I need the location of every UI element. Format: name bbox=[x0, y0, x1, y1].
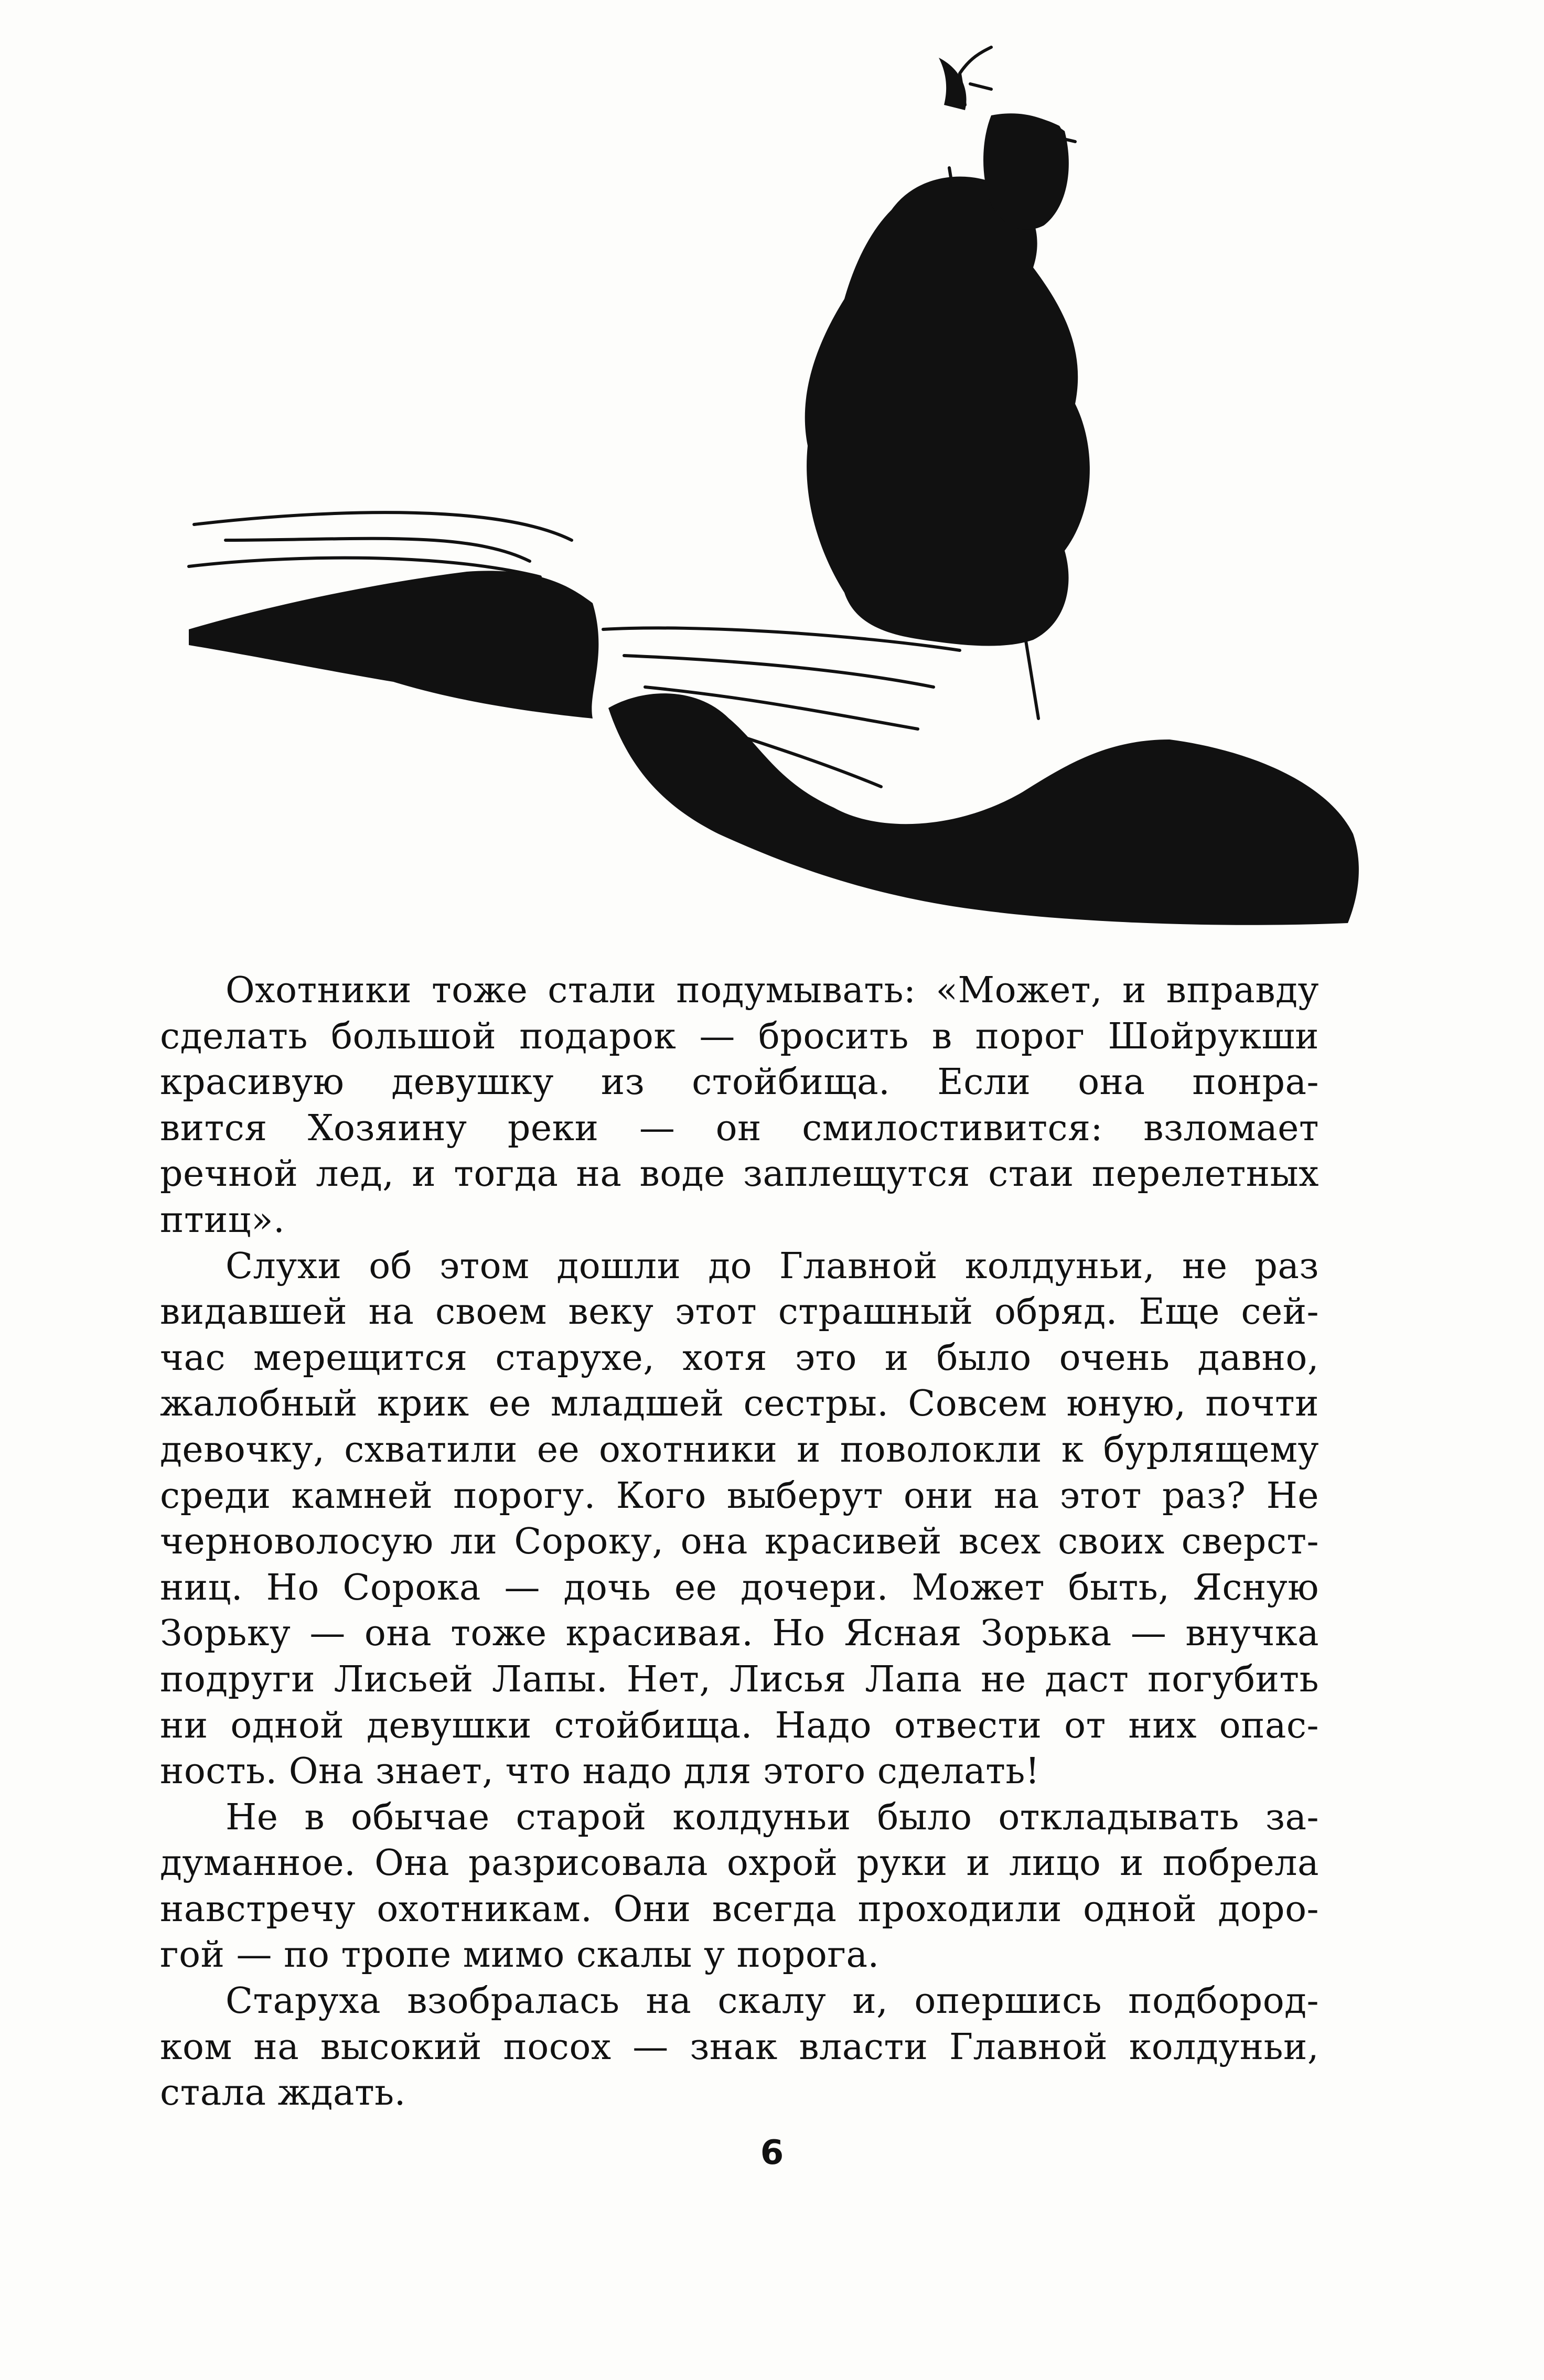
text-line: жалобный крик ее младшей сестры. Совсем юную, почти bbox=[160, 1383, 1319, 1425]
text-line: Слухи об этом дошли до Главной колдуньи, не раз bbox=[226, 1245, 1319, 1287]
text-line: ность. Она знает, что надо для этого сделать! bbox=[160, 1751, 1040, 1793]
text-line: черноволосую ли Сороку, она красивей всех своих сверст- bbox=[160, 1521, 1319, 1563]
paragraph bbox=[160, 1795, 1319, 1978]
text-line: Зорьку — она тоже красивая. Но Ясная Зорька — внучка bbox=[160, 1613, 1319, 1655]
text-line: сделать большой подарок — бросить в порог Шойрукши bbox=[160, 1015, 1319, 1057]
witch-on-rock-illustration bbox=[173, 37, 1369, 928]
text-line: красивую девушку из стойбища. Если она понра- bbox=[160, 1062, 1319, 1103]
text-line: вится Хозяину реки — он смилостивится: взломает bbox=[160, 1107, 1319, 1149]
paragraph bbox=[160, 968, 1319, 1243]
text-line: Не в обычае старой колдуньи было откладывать за- bbox=[226, 1796, 1319, 1838]
text-line: ни одной девушки стойбища. Надо отвести от них опас- bbox=[160, 1704, 1319, 1746]
text-line: стала ждать. bbox=[160, 2072, 406, 2114]
text-line: час мерещится старухе, хотя это и было очень давно, bbox=[160, 1337, 1319, 1379]
text-line: видавшей на своем веку этот страшный обряд. Еще сей- bbox=[160, 1291, 1319, 1333]
text-line: думанное. Она разрисовала охрой руки и лицо и побрела bbox=[160, 1842, 1319, 1884]
text-line: Старуха взобралась на скалу и, опершись подбород- bbox=[226, 1980, 1319, 2022]
text-line: девочку, схватили ее охотники и поволокли к бурлящему bbox=[160, 1429, 1319, 1471]
text-line: среди камней порогу. Кого выберут они на этот раз? Не bbox=[160, 1475, 1319, 1517]
page-number: 6 bbox=[760, 2134, 784, 2172]
text-line: ком на высокий посох — знак власти Главной колдуньи, bbox=[160, 2026, 1319, 2068]
text-line: навстречу охотникам. Они всегда проходили одной доро- bbox=[160, 1888, 1319, 1930]
paragraph bbox=[160, 1978, 1319, 2116]
text-line: ниц. Но Сорока — дочь ее дочери. Может быть, Ясную bbox=[160, 1567, 1319, 1609]
body-text bbox=[160, 968, 1319, 2116]
paragraph bbox=[160, 1243, 1319, 1795]
text-line: речной лед, и тогда на воде заплещутся стаи перелетных bbox=[160, 1153, 1319, 1195]
text-line: птиц». bbox=[160, 1199, 285, 1241]
text-line: гой — по тропе мимо скалы у порога. bbox=[160, 1934, 880, 1976]
text-line: подруги Лисьей Лапы. Нет, Лисья Лапа не даст погубить bbox=[160, 1658, 1319, 1700]
text-line: Охотники тоже стали подумывать: «Может, и вправду bbox=[226, 970, 1319, 1011]
